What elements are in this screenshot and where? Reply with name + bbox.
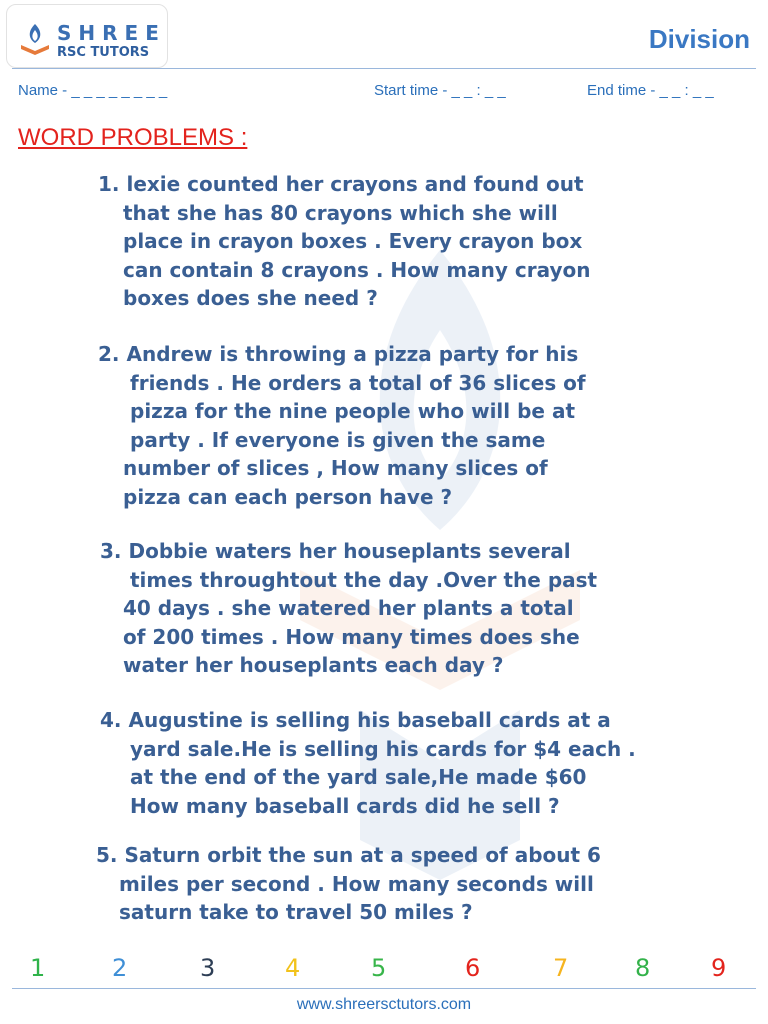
number-digit: 1 xyxy=(30,954,46,982)
section-title: WORD PROBLEMS : xyxy=(18,124,248,151)
problem-line: friends . He orders a total of 36 slices of xyxy=(130,370,586,395)
logo-subtitle: RSC TUTORS xyxy=(57,45,150,60)
problem-line: 1. lexie counted her crayons and found out xyxy=(98,172,584,196)
problem-4 xyxy=(100,706,636,820)
problem-line: 4. Augustine is selling his baseball cards at a xyxy=(100,708,611,732)
problem-line: saturn take to travel 50 miles ? xyxy=(119,900,473,924)
problem-line: boxes does she need ? xyxy=(123,286,378,310)
number-digit: 8 xyxy=(635,954,651,982)
problem-line: water her houseplants each day ? xyxy=(123,653,504,677)
start-time-field: Start time - _ _ : _ _ xyxy=(374,82,506,99)
number-digit: 4 xyxy=(285,954,301,982)
problem-line: that she has 80 crayons which she will xyxy=(123,200,558,225)
number-digit: 9 xyxy=(711,954,727,982)
problem-line: place in crayon boxes . Every crayon box xyxy=(123,229,583,253)
number-digit: 2 xyxy=(112,954,128,982)
footer-divider xyxy=(12,988,756,989)
number-digit: 7 xyxy=(553,954,569,982)
problem-line: miles per second . How many seconds will xyxy=(119,871,594,896)
number-digit: 6 xyxy=(465,954,481,982)
problem-line: 2. Andrew is throwing a pizza party for his xyxy=(98,342,579,366)
problem-line: times throughtout the day .Over the past xyxy=(130,567,598,592)
problem-line: party . If everyone is given the same xyxy=(130,427,546,452)
problem-line: pizza can each person have ? xyxy=(123,484,453,509)
problem-line: pizza for the nine people who will be at xyxy=(130,399,576,423)
name-field: Name - _ _ _ _ _ _ _ _ xyxy=(18,82,168,99)
number-digit: 3 xyxy=(200,954,216,982)
logo-wordmark: SHREE xyxy=(57,21,166,45)
problem-line: 40 days . she watered her plants a total xyxy=(123,596,574,620)
logo-flame-icon xyxy=(17,21,53,57)
number-digit: 5 xyxy=(371,954,387,982)
problem-line: 3. Dobbie waters her houseplants several xyxy=(100,539,571,563)
problem-line: of 200 times . How many times does she xyxy=(123,624,580,649)
problem-5 xyxy=(96,841,601,927)
problem-line: number of slices , How many slices of xyxy=(123,456,548,480)
logo xyxy=(6,4,168,68)
problem-line: How many baseball cards did he sell ? xyxy=(130,793,560,818)
topic-title: Division xyxy=(648,24,750,54)
footer-website: www.shreersctutors.com xyxy=(296,996,472,1013)
problem-line: yard sale.He is selling his cards for $4 each . xyxy=(130,736,636,761)
end-time-field: End time - _ _ : _ _ xyxy=(587,82,714,99)
problem-1 xyxy=(98,170,591,313)
problem-line: at the end of the yard sale,He made $60 xyxy=(130,765,587,789)
header-divider xyxy=(12,68,756,69)
problem-2 xyxy=(98,340,586,511)
problem-3 xyxy=(100,537,597,680)
problem-line: can contain 8 crayons . How many crayon xyxy=(123,257,591,282)
problem-line: 5. Saturn orbit the sun at a speed of about 6 xyxy=(96,843,601,867)
